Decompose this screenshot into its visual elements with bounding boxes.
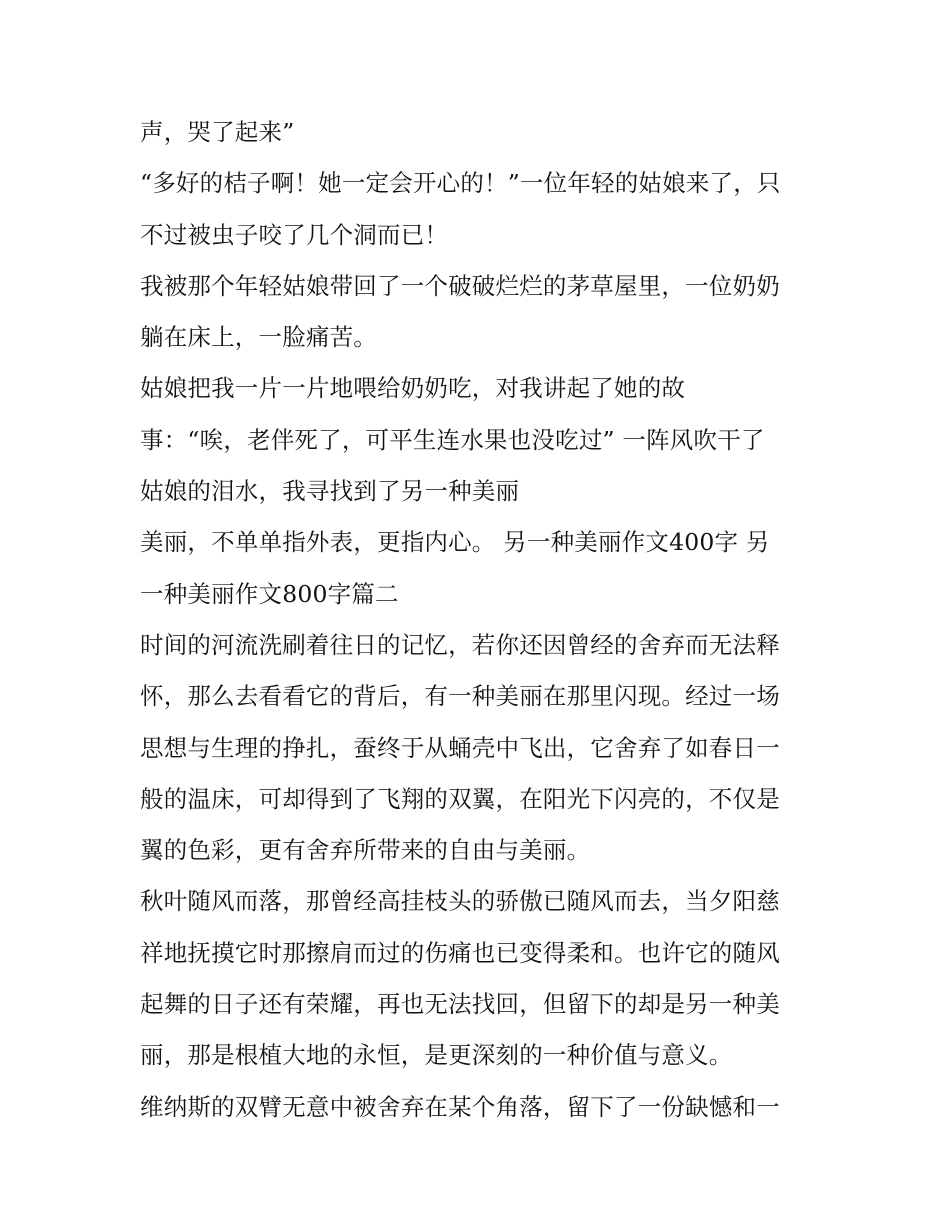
text-line: 祥地抚摸它时那擦肩而过的伤痛也已变得柔和。也许它的随风: [140, 938, 780, 967]
text-line: 秋叶随风而落，那曾经高挂枝头的骄傲已随风而去，当夕阳慈: [140, 887, 780, 916]
text-line: 不过被虫子咬了几个洞而已！: [140, 220, 449, 249]
text-line: 思想与生理的挣扎，蚕终于从蛹壳中飞出，它舍弃了如春日一: [140, 733, 780, 762]
text-line: 丽，那是根植大地的永恒，是更深刻的一种价值与意义。: [140, 1041, 733, 1070]
text-line: 躺在床上，一脸痛苦。: [140, 323, 377, 352]
text-line: 维纳斯的双臂无意中被舍弃在某个角落，留下了一份缺憾和一: [140, 1092, 780, 1121]
text-line: 时间的河流洗刷着往日的记忆，若你还因曾经的舍弃而无法释: [140, 630, 780, 659]
text-line: 般的温床，可却得到了飞翔的双翼，在阳光下闪亮的，不仅是: [140, 784, 780, 813]
text-line: 美丽，不单单指外表，更指内心。 另一种美丽作文400字 另: [140, 528, 770, 557]
text-line: 姑娘把我一片一片地喂给奶奶吃，对我讲起了她的故: [140, 374, 686, 403]
text-line: 声，哭了起来”: [140, 118, 295, 146]
text-line: 翼的色彩，更有舍弃所带来的自由与美丽。: [140, 836, 591, 865]
essay-text: [140, 107, 820, 1133]
text-line: 起舞的日子还有荣耀，再也无法找回，但留下的却是另一种美: [140, 990, 780, 1019]
text-line: 怀，那么去看看它的背后，有一种美丽在那里闪现。经过一场: [140, 682, 780, 711]
text-line: 事：“唉，老伴死了，可平生连水果也没吃过” 一阵风吹干了: [140, 425, 765, 454]
text-line: “多好的桔子啊！她一定会开心的！”一位年轻的姑娘来了，只: [140, 169, 781, 198]
text-line: 一种美丽作文800字篇二: [140, 579, 399, 608]
text-line: 姑娘的泪水，我寻找到了另一种美丽: [140, 477, 520, 506]
text-line: 我被那个年轻姑娘带回了一个破破烂烂的茅草屋里，一位奶奶: [140, 271, 780, 300]
